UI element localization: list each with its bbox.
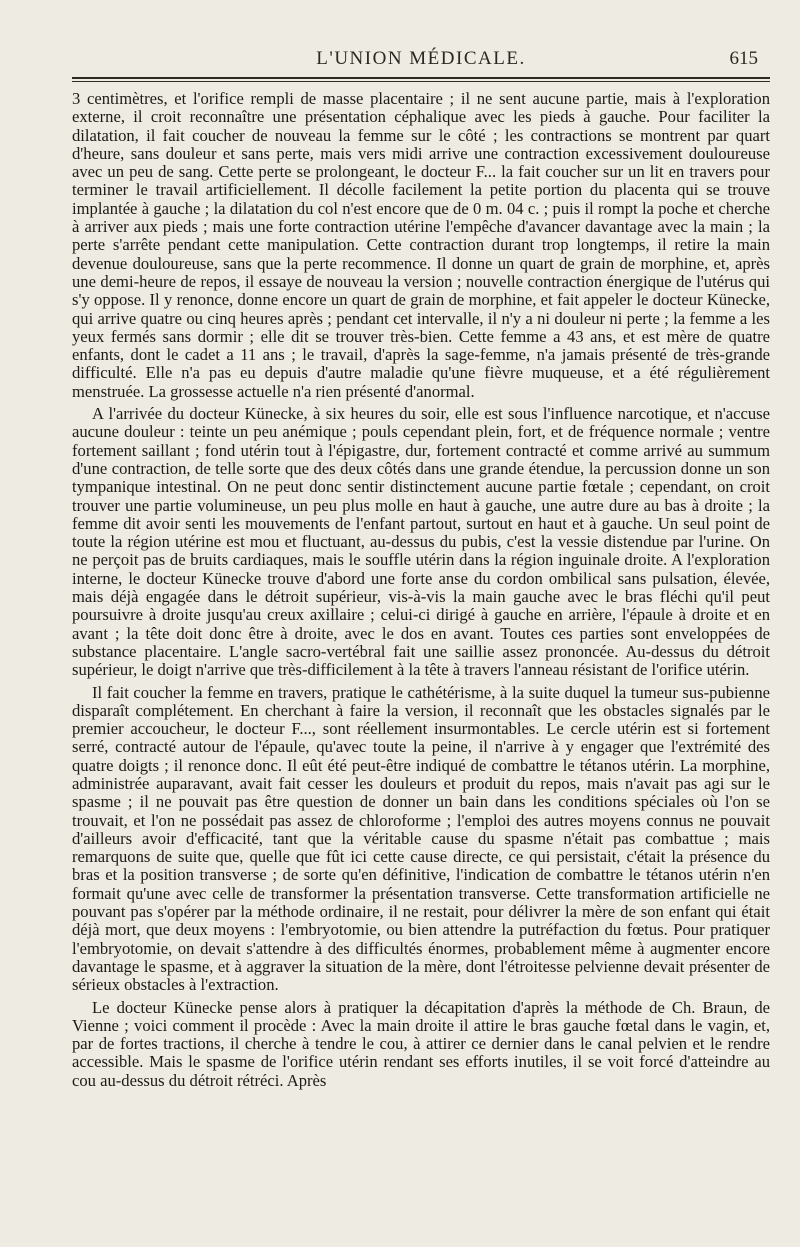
paragraph: Le docteur Künecke pense alors à pratiquer la décapitation d'après la méthode de Ch. Braun, de Vienne ; voici comment il procède : Avec la main droite il attire le bras gauche fœtal dans le vagin, et, par de fortes tractions, il cherche à tendre le cou, à attirer ce dernier dans le canal pelvien et le rendre accessible. Mais le spasme de l'orifice utérin rendant ses efforts inutiles, il se voit forcé d'atteindre au cou au-dessus du détroit rétréci. Après <box>72 997 770 1090</box>
page-number: 615 <box>729 48 758 69</box>
running-header <box>72 44 770 74</box>
journal-title: L'UNION MÉDICALE. <box>316 48 526 69</box>
article-body <box>72 90 770 1090</box>
paragraph: 3 centimètres, et l'orifice rempli de masse placentaire ; il ne sent aucune partie, mais à l'exploration externe, il croit reconnaître une présentation céphalique avec les pieds à gauche. Pour faciliter la dilatation, il fait coucher de nouveau la femme sur le côté ; les contractions se montrent par quart d'heure, sans douleur et sans perte, mais vers midi arrive une contraction excessivement douloureuse avec un peu de sang. Cette perte se prolongeant, le docteur F... la fait coucher sur un lit en travers pour terminer le travail artificiellement. Il décolle facilement la petite portion du placenta qui se trouve implantée à gauche ; la dilatation du col n'est encore que de 0 m. 04 c. ; puis il rompt la poche et cherche à arriver aux pieds ; mais une forte contraction utérine l'empêche d'avancer davantage avec la main ; la perte s'arrête pendant cette manipulation. Cette contraction durant trop longtemps, il retire la main devenue douloureuse, sans que la perte recommence. Il donne un quart de grain de morphine, et, après une demi-heure de repos, il essaye de nouveau la version ; nouvelle contraction énergique de l'utérus qui s'y oppose. Il y renonce, donne encore un quart de grain de morphine, et fait appeler le docteur Künecke, qui arrive quatre ou cinq heures après ; pendant cet intervalle, il n'y a ni douleur ni perte ; la femme a les yeux fermés sans dormir ; elle dit se trouver très-bien. Cette femme a 43 ans, et est mère de quatre enfants, dont le cadet a 11 ans ; le travail, d'après la sage-femme, n'a jamais présenté de très-grande difficulté. Elle n'a pas eu depuis d'autre maladie qu'une fièvre muqueuse, et a été régulièrement menstruée. La grossesse actuelle n'a rien présenté d'anormal. <box>72 89 770 401</box>
paragraph: Il fait coucher la femme en travers, pratique le cathétérisme, à la suite duquel la tumeur sus-pubienne disparaît complétement. En cherchant à faire la version, il reconnaît que les obstacles signalés par le premier accoucheur, le docteur F..., sont réellement insurmontables. Le cercle utérin est si fortement serré, contracté autour de l'épaule, qu'avec toute la peine, il n'arrive à y engager que l'extrémité des quatre doigts ; il renonce donc. Il eût été peut-être indiqué de combattre le tétanos utérin. La morphine, administrée auparavant, avait fait cesser les douleurs et produit du repos, mais n'avait pas agi sur le spasme ; il ne pouvait pas être question de donner un bain dans les conditions spéciales où l'on se trouvait, et l'on ne possédait pas assez de chloroforme ; l'emploi des autres moyens connus ne pouvait d'ailleurs avoir d'efficacité, tant que la véritable cause du spasme n'était pas combattue ; mais remarquons de suite que, quelle que fût ici cette cause directe, ce qui persistait, c'était la présence du bras et la position transverse ; de sorte qu'en définitive, l'indication de combattre le tétanos utérin n'en formait qu'une avec celle de transformer la présentation transverse. Cette transformation artificielle ne pouvant pas s'opérer par la méthode ordinaire, il ne restait, pour délivrer la mère de son enfant qui était déjà mort, que deux moyens : l'embryotomie, ou bien attendre la putréfaction du fœtus. Pour pratiquer l'embryotomie, on devait s'attendre à des difficultés énormes, probablement même à augmenter encore davantage le spasme, et à aggraver la situation de la mère, dont l'étroitesse pelvienne devait présenter de sérieux obstacles à l'extraction. <box>72 682 770 995</box>
header-rule <box>72 77 770 82</box>
paragraph: A l'arrivée du docteur Künecke, à six heures du soir, elle est sous l'influence narcotique, et n'accuse aucune douleur : teinte un peu anémique ; pouls cependant plein, fort, et de fréquence normale ; ventre fortement saillant ; fond utérin tout à l'épigastre, dur, fortement contracté et comme arrivé au summum d'une contraction, de telle sorte que des deux côtés dans une grande étendue, la percussion donne un son tympanique intestinal. On ne peut donc sentir distinctement aucune partie fœtale ; cependant, on croit trouver une partie volumineuse, un peu plus molle en haut à gauche, une autre dure au bas à droite ; la femme dit avoir senti les mouvements de l'enfant partout, surtout en haut et à gauche. Un seul point de toute la région utérine est mou et fluctuant, au-dessus du pubis, c'est la vessie distendue par l'urine. On ne perçoit pas de bruits cardiaques, mais le souffle utérin dans la région inguinale droite. A l'exploration interne, le docteur Künecke trouve d'abord une forte anse du cordon ombilical sans pulsation, élevée, mais déjà engagée dans le détroit supérieur, vis-à-vis la main gauche avec le bras fléchi qu'il peut poursuivre à droite jusqu'au creux axillaire ; celui-ci dirigé à gauche en arrière, l'épaule à droite et en avant ; la tête doit donc être à droite, avec le dos en avant. Toutes ces parties sont enveloppées de substance placentaire. L'angle sacro-vertébral fait une saillie assez prononcée. Au-dessus du détroit supérieur, le doigt n'arrive que très-difficilement à la tête à travers l'anneau résistant de l'orifice utérin. <box>72 404 770 680</box>
